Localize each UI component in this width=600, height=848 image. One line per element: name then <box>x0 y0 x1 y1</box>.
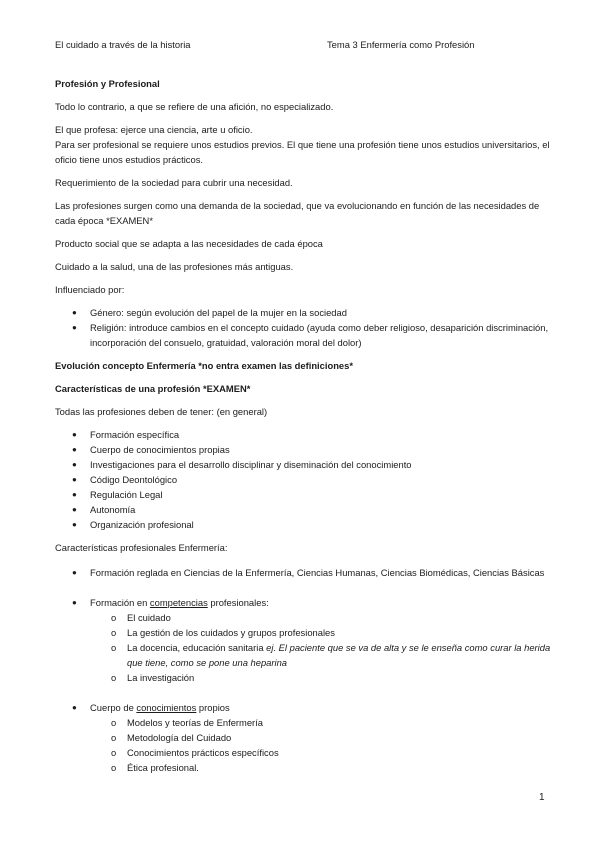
sub-list-item: o La docencia, educación sanitaria ej. El paciente que se va de alta y se le enseña como curar la herida que tiene, como se pone una heparina <box>111 642 551 668</box>
list-item: ● Cuerpo de conocimientos propios <box>72 702 230 713</box>
paragraph: Todas las profesiones deben de tener: (en general) <box>55 406 268 417</box>
sub-list-item: o La gestión de los cuidados y grupos profesionales <box>111 627 335 638</box>
paragraph: Requerimiento de la sociedad para cubrir una necesidad. <box>55 177 293 188</box>
circle-bullet-icon: o <box>111 672 117 683</box>
circle-bullet-icon: o <box>111 612 117 623</box>
bullet-icon: ● <box>72 323 77 332</box>
list-item: ● Investigaciones para el desarrollo disciplinar y diseminación del conocimiento <box>72 459 412 470</box>
document-body <box>55 76 555 775</box>
bullet-icon: ● <box>72 475 77 484</box>
sub-list-item: o El cuidado <box>111 612 171 623</box>
bullet-icon: ● <box>72 505 77 514</box>
paragraph: Características profesionales Enfermería: <box>55 542 228 553</box>
section-title-evolucion: Evolución concepto Enfermería *no entra examen las definiciones* <box>55 360 354 371</box>
header-right: Tema 3 Enfermería como Profesión <box>327 39 475 50</box>
bullet-icon: ● <box>72 430 77 439</box>
header-left: El cuidado a través de la historia <box>55 39 191 50</box>
sub-list-item: o Conocimientos prácticos específicos <box>111 747 279 758</box>
italic-example: ej. El paciente que se va de alta y se le enseña como curar la herida que tiene, como se pone una heparina <box>127 642 551 668</box>
section-title-profesion: Profesión y Profesional <box>55 78 160 89</box>
circle-bullet-icon: o <box>111 717 117 728</box>
underlined-term: conocimientos <box>136 702 197 713</box>
paragraph: Producto social que se adapta a las necesidades de cada época <box>55 238 323 249</box>
sub-list-item: o La investigación <box>111 672 195 683</box>
sub-list-item: o Ética profesional. <box>111 762 199 773</box>
sub-list-item: o Modelos y teorías de Enfermería <box>111 717 264 728</box>
list-item: ● Regulación Legal <box>72 489 163 500</box>
circle-bullet-icon: o <box>111 747 117 758</box>
circle-bullet-icon: o <box>111 762 117 773</box>
bullet-icon: ● <box>72 703 77 712</box>
list-item: ● Organización profesional <box>72 519 194 530</box>
paragraph: Todo lo contrario, a que se refiere de una afición, no especializado. <box>55 101 334 112</box>
list-item: ● Religión: introduce cambios en el concepto cuidado (ayuda como deber religioso, desaparición discriminación, incorporación del consuelo, gratuidad, valoración moral del dolor) <box>72 322 549 348</box>
list-item: ● Formación reglada en Ciencias de la Enfermería, Ciencias Humanas, Ciencias Biomédicas, Ciencias Básicas <box>72 567 545 578</box>
list-item: ● Formación en competencias profesionales: <box>72 597 269 608</box>
circle-bullet-icon: o <box>111 732 117 743</box>
bullet-icon: ● <box>72 598 77 607</box>
circle-bullet-icon: o <box>111 642 117 653</box>
paragraph: Las profesiones surgen como una demanda de la sociedad, que va evolucionando en función de las necesidades de cada época *EXAMEN* <box>55 200 540 226</box>
section-title-caracteristicas: Características de una profesión *EXAMEN* <box>55 383 251 394</box>
paragraph: Cuidado a la salud, una de las profesiones más antiguas. <box>55 261 294 272</box>
list-item: ● Formación específica <box>72 429 180 440</box>
list-item: ● Autonomía <box>72 504 136 515</box>
bullet-icon: ● <box>72 568 77 577</box>
bullet-icon: ● <box>72 445 77 454</box>
underlined-term: competencias <box>149 597 208 608</box>
page-number: 1 <box>539 792 545 803</box>
bullet-icon: ● <box>72 490 77 499</box>
bullet-icon: ● <box>72 520 77 529</box>
circle-bullet-icon: o <box>111 627 117 638</box>
bullet-icon: ● <box>72 460 77 469</box>
sub-list-item: o Metodología del Cuidado <box>111 732 232 743</box>
list-item: ● Código Deontológico <box>72 474 178 485</box>
paragraph: El que profesa: ejerce una ciencia, arte u oficio. <box>55 124 253 135</box>
paragraph: Para ser profesional se requiere unos estudios previos. El que tiene una profesión tiene unos estudios universitarios, el oficio tiene unos estudios prácticos. <box>55 139 550 165</box>
list-item: ● Cuerpo de conocimientos propias <box>72 444 230 455</box>
list-item: ● Género: según evolución del papel de la mujer en la sociedad <box>72 307 347 318</box>
paragraph: Influenciado por: <box>55 284 125 295</box>
bullet-icon: ● <box>72 308 77 317</box>
